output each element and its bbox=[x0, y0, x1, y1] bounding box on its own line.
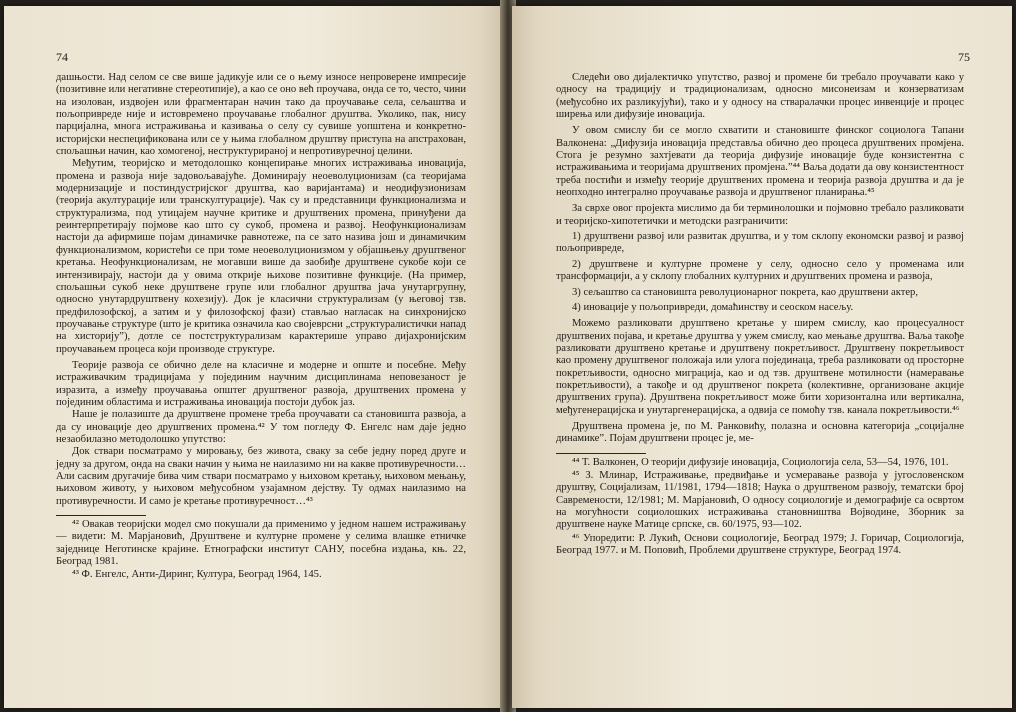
left-paragraph-3: Теорије развоја се обично деле на класичне и модерне и опште и посебне. Међу истраживачким традицијама у појединим научним дисциплинама неповезаност је изразита, а између проучавања општег друштвеног развоја, друштвених промена у појединим областима и истраживања иновација постоји дубок јаз. bbox=[56, 359, 466, 408]
footnote-44: ⁴⁴ Т. Валконен, О теорији дифузије иновација, Социологија села, 53—54, 1976, 101. bbox=[572, 456, 949, 468]
left-paragraph-4: Наше је полазиште да друштвене промене треба проучавати са становишта развоја, а да су иновације део друштвених промена.⁴² У том погледу Ф. Енгелс нам даје једно незаобилазно методолошко упутство: bbox=[56, 409, 466, 445]
right-paragraph-4: Можемо разликовати друштвено кретање у ширем смислу, као процесуалност друштвених појава, и кретање друштва у ужем смислу, као мењање друштва. Ваља такође разликовати друштвено кретање и друштвену покретљивост. Друштвену покретљивост као промену друштвеног положаја или улога појединаца, треба разликовати од просторне покретљивости, односно миграција, као и од тзв. друштвене мотилности (намеравање покретљивости), а такође и од друштвеног покрета (колективне, организоване акције друштвених група). Друштвена покретљивост може бити хоризонтална или вертикална, међугенерацијска и унутаргенерацијска, а одвија се помоћу тзв. канала покретљивости.⁴⁶ bbox=[556, 318, 964, 416]
footnote-42: ⁴² Овакав теоријски модел смо покушали да применимо у једном нашем истраживању — видети: М. Марјановић, Друштвене и културне промене у селима влашке етничке заједнице Неготинске крајине. Етнографски институт САНУ, посебна издања, књ. 22, Београд 1981. bbox=[56, 519, 466, 568]
footnote-divider bbox=[556, 453, 646, 454]
list-item-3: 3) сељаштво са становишта револуционарног покрета, као друштвени актер, bbox=[572, 286, 919, 298]
right-paragraph-1: Следећи ово дијалектичко упутство, развој и промене би требало проучавати како у односу на традицију и традиционализам, односно мисонеизам и конзерватизам (међусобно их разликујући), тако и у односу на стваралачки процес инвенције и процес ширења или дифузије иновација. bbox=[556, 72, 964, 121]
footnote-45: ⁴⁵ З. Млинар, Истраживање, предвиђање и усмеравање развоја у југословенском друштву, Социјализам, 11/1981, 1794—1818; Наука о друштвеном развоју, тематски број Савремености, 12/1981; М. Марјановић, О односу социологије и демографије са освртом на могућности социолошких истраживања становништва Војводине, Зборник за друштвене науке Матице српске, св. 60/1975, 93—102. bbox=[556, 469, 964, 531]
right-page-number: 75 bbox=[958, 50, 970, 64]
right-paragraph-5: Друштвена промена је, по М. Ранковићу, полазна и основна категорија „социјалне динамике”. Појам друштвени процес је, ме- bbox=[556, 420, 964, 445]
list-item-1: 1) друштвени развој или развитак друштва, и у том склопу економски развој и развој пољопривреде, bbox=[556, 231, 964, 255]
left-paragraph-1: дашњости. Над селом се све више јадикује или се о њему износе непроверене импресије (позитивне или негативне стереотипије), а као се оно већ проучава, онда се то, често, чини на изолован, издвојен или фрагментаран начин тако да проучавање села, сељаштва и пољопривреде није и истовремено проучавање глобалног друштва. Уколико, пак, нису парцијална, многа истраживања и казивања о селу су сувише уопштена и конкретно-историјски неспецификована или се у њима глобалном друштву приступа на апстрахован, спољашњи начин, као хомогеној, неструктурираној и непротивуречној целини. bbox=[56, 72, 466, 158]
right-page-body bbox=[556, 72, 964, 557]
left-page-number: 74 bbox=[56, 50, 68, 64]
left-page bbox=[4, 6, 504, 708]
left-page-body bbox=[56, 72, 466, 582]
left-paragraph-2: Међутим, теоријско и методолошко концепирање многих истраживања иновација, промена и развоја није задовољавајуће. Доминирају неоеволуционизам (са теоријама модернизације и постиндустријског друштва, као варијантама) и неодифузионизам (теорија акултурације или транскултурације). Чак су и представници функционализма и структурализма, под утицајем научне критике и друштвених промена, принуђени да реинтерпретирају појмове као што су сукоб, промена и развој. Неофункционализам настоји да афирмише појам динамичке равнотеже, па се зато назива још и динамичким функционализмом, користећи се при томе неоеволуционизмом у објашњењу друштвеног кретања. Неофункционализам, не могавши више да заобиђе друштвене сукобе који се интензивирају, настоји да у овима открије њихове позитивне функције. (На пример, спољашњи сукоб неке друштвене групе или глобалног друштва јача унутаргрупну, односно унутардруштвену кохезију). Док је класични структурализам (у његовој тзв. предфилозофској, а затим и у филозофској фази) стављао нагласак на синхронијско проучавање структуре (што је критика означила као својеврсни „структуралистички напад на хисторију”), дотле се постструктурализам карактерише управо дијахронијским проучавањем процеса који производе структуре. bbox=[56, 158, 466, 355]
engels-quote: Док ствари посматрамо у мировању, без живота, сваку за себе једну поред друге и једну за другом, онда на сваки начин у њима не наилазимо ни на какве противуречности… Али сасвим другачије бива чим ствари посматрамо у њиховом кретању, њиховом мењању, њиховом животу, у њиховом међусобном узајамном дејству. Ту одмах наилазимо на противуречности. И само је кретање противуречност…⁴³ bbox=[56, 446, 466, 507]
footnote-46: ⁴⁶ Упоредити: Р. Лукић, Основи социологије, Београд 1979; J. Горичар, Социологија, Београд 1977. и М. Поповић, Проблеми друштвене структуре, Београд 1974. bbox=[556, 532, 964, 557]
footnote-43: ⁴³ Ф. Енгелс, Анти-Диринг, Култура, Београд 1964, 145. bbox=[72, 569, 322, 581]
right-page bbox=[512, 6, 1012, 708]
right-paragraph-2: У овом смислу би се могло схватити и становиште финског социолога Тапани Валконена: „Дифузија иновација представља обично део процеса друштвених промјена. Стога је резумно захтјевати да теорија дифузије иновације буде конзистентна с истраживањима и теоријама друштвених промјена.”⁴⁴ Ваља додати да ову конзистентност треба постићи и између теорије друштвених промена и теорија развоја друштва и да је неопходно интегрално проучавање развоја и друштвеног планирања.⁴⁵ bbox=[556, 125, 964, 199]
list-item-2: 2) друштвене и културне промене у селу, односно село у променама или трансформацији, а у склопу глобалних културних и друштвених промена и развоја, bbox=[556, 258, 964, 283]
footnote-divider bbox=[56, 515, 146, 516]
right-paragraph-3: За сврхе овог пројекта мислимо да би терминолошки и појмовно требало разликовати и теоријско-хипотетички и методски разграничити: bbox=[556, 203, 964, 227]
list-item-4: 4) иновације у пољопривреди, домаћинству и сеоском насељу. bbox=[572, 301, 854, 313]
